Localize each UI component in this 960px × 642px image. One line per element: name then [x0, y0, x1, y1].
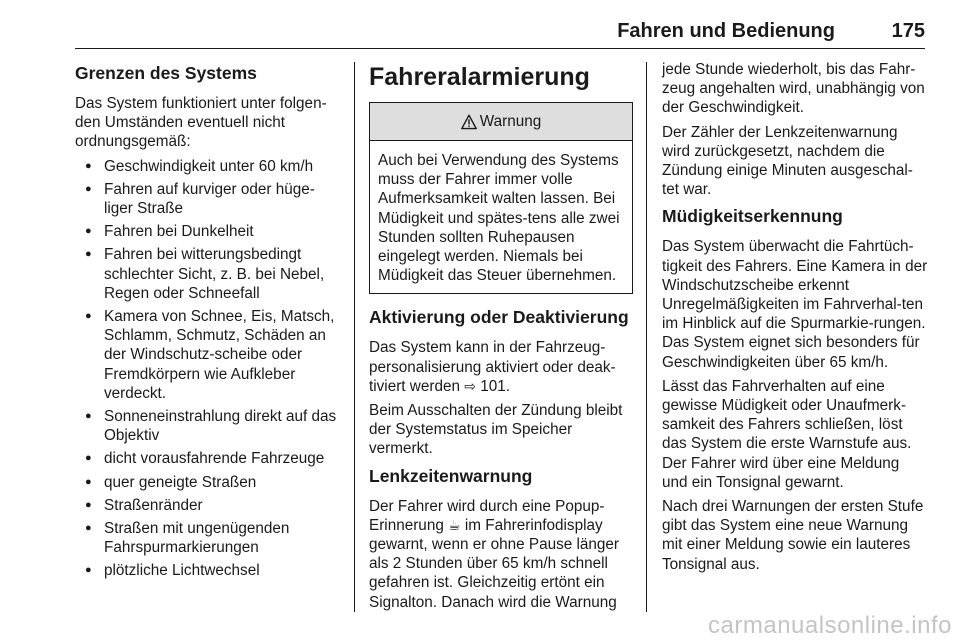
reset-paragraph: Der Zähler der Lenkzeitenwarnung wird zurückgesetzt, nachdem die Zündung einige Minuten ausgeschal-tet war.: [662, 123, 913, 199]
list-item: ● Sonneneinstrahlung direkt auf das Objektiv: [75, 407, 343, 445]
activation-text: Das System kann in der Fahrzeug-personalisierung aktiviert oder deak-tiviert werden: [369, 339, 616, 395]
section-heading-activation: Aktivierung oder Deaktivierung: [369, 307, 629, 328]
header-divider: [75, 48, 925, 49]
running-title: Fahren und Bedienung: [617, 20, 835, 42]
limits-list: [75, 157, 343, 581]
warning-header: [370, 103, 632, 141]
page-reference-arrow-icon: ⇨: [464, 377, 476, 394]
warning-text: Auch bei Verwendung des Systems muss der Fahrer immer volle Aufmerksamkeit walten lassen. Bei Müdigkeit und spätes-tens alle zwei Stunden sollten Ruhepausen eingelegt werden. Niemals bei Müdigkeit das Steuer übernehmen.: [378, 152, 620, 285]
page-number: 175: [891, 20, 925, 42]
warning-box: [369, 102, 633, 294]
chapter-title: Fahreralarmierung: [369, 63, 590, 91]
column-3: [662, 60, 928, 579]
list-item: ● Fahren bei Dunkelheit: [75, 222, 343, 241]
section-heading-driving-time: Lenkzeitenwarnung: [369, 465, 533, 486]
column-2: [369, 60, 633, 617]
list-item: ● Fahren auf kurviger oder hüge-liger Straße: [75, 180, 343, 218]
list-item: ● dicht vorausfahrende Fahrzeuge: [75, 449, 343, 468]
ignition-paragraph: Beim Ausschalten der Zündung bleibt der Systemstatus im Speicher vermerkt.: [369, 402, 623, 458]
driving-time-paragraph: [369, 497, 633, 612]
warning-label: Warnung: [479, 112, 542, 130]
fatigue-paragraph-3: Nach drei Warnungen der ersten Stufe gibt das System eine neue Warnung mit einer Meldung sowie ein lauteres Tonsignal aus.: [662, 498, 924, 573]
coffee-cup-icon: ☕: [448, 516, 461, 533]
limits-intro: Das System funktioniert unter folgen-den Umständen eventuell nicht ordnungsgemäß:: [75, 95, 327, 151]
driving-time-text-end: im Fahrerinfodisplay gewarnt, wenn er ohne Pause länger als 2 Stunden über 65 km/h schnell gefahren ist. Gleichzeitig ertönt ein Signalton. Danach wird die Warnung: [369, 516, 620, 611]
fatigue-paragraph-2: Lässt das Fahrverhalten auf eine gewisse Müdigkeit oder Unaufmerk-samkeit des Fahrers schließen, löst das System die erste Warnstufe aus. Der Fahrer wird über eine Meldung und ein Tonsignal gewarnt.: [662, 377, 912, 491]
column-divider-1: [354, 62, 355, 612]
list-item: ● Fahren bei witterungsbedingt schlechter Sicht, z. B. bei Nebel, Regen oder Schneefall: [75, 245, 343, 303]
column-divider-2: [646, 62, 647, 612]
column-1: [75, 60, 343, 585]
driving-time-text-start: Der Fahrer wird durch eine Popup-Erinnerung: [369, 497, 605, 534]
list-item: ● Straßenränder: [75, 496, 343, 515]
page-reference: 101.: [480, 377, 510, 395]
list-item: ● Kamera von Schnee, Eis, Matsch, Schlamm, Schmutz, Schäden an der Windschutz-scheibe oder Fremdkörpern wie Aufkleber verdeckt.: [75, 307, 343, 403]
section-heading-fatigue: Müdigkeitserkennung: [662, 206, 843, 227]
section-heading-limits: Grenzen des Systems: [75, 63, 257, 83]
activation-paragraph: [369, 338, 633, 396]
fatigue-paragraph-1: Das System überwacht die Fahrtüch-tigkeit des Fahrers. Eine Kamera in der Windschutzscheibe erkennt Unregelmäßigkeiten im Fahrverhal-ten im Hinblick auf die Spurmarkie-rungen. Das System eignet sich besonders für Geschwindigkeiten über 65 km/h.: [662, 238, 928, 371]
watermark: carmanualsonline.info: [708, 612, 952, 639]
list-item: ● Geschwindigkeit unter 60 km/h: [75, 157, 343, 176]
page-header: [75, 0, 925, 46]
warning-triangle-icon: [461, 114, 477, 130]
repeat-paragraph: jede Stunde wiederholt, bis das Fahr-zeug angehalten wird, unabhängig von der Geschwindigkeit.: [662, 61, 925, 117]
list-item: ● quer geneigte Straßen: [75, 473, 343, 492]
list-item: ● Straßen mit ungenügenden Fahrspurmarkierungen: [75, 519, 343, 557]
list-item: ● plötzliche Lichtwechsel: [75, 561, 343, 580]
